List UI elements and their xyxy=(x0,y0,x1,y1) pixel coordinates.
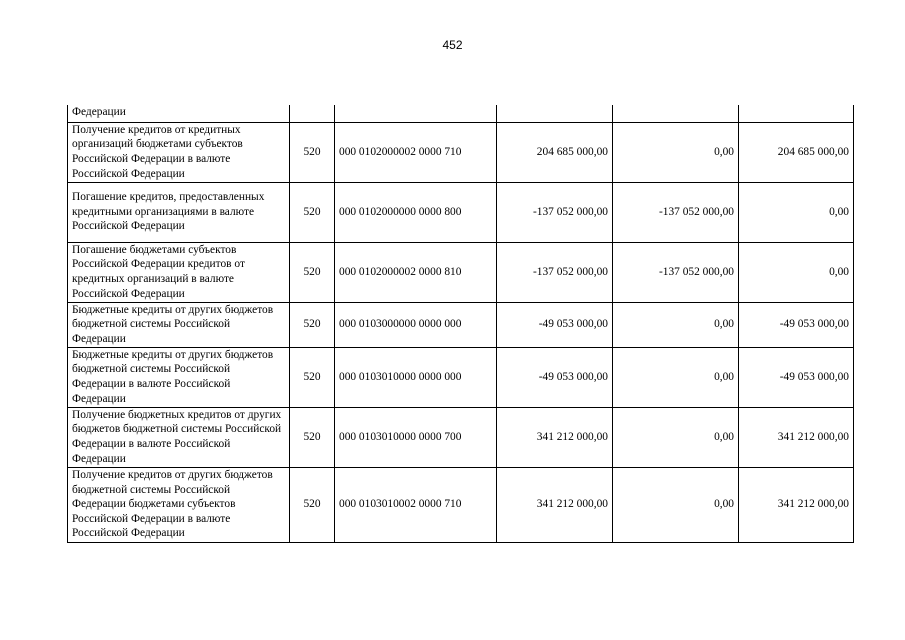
plan-value-cell: 341 212 000,00 xyxy=(497,467,613,542)
value-cell xyxy=(497,105,613,122)
row-name-cell: Бюджетные кредиты от других бюджетов бюджетной системы Российской Федерации в валюте Российской Федерации xyxy=(68,347,290,407)
kbk-cell: 000 0102000002 0000 810 xyxy=(335,242,497,302)
row-name-cell: Федерации xyxy=(68,105,290,122)
kbk-cell: 000 0103010000 0000 000 xyxy=(335,347,497,407)
value-cell: -137 052 000,00 xyxy=(613,242,739,302)
value-cell: 0,00 xyxy=(613,122,739,182)
value-cell: -49 053 000,00 xyxy=(739,302,854,347)
kbk-cell: 000 0102000000 0000 800 xyxy=(335,182,497,242)
row-name-cell: Получение кредитов от других бюджетов бюджетной системы Российской Федерации бюджетами субъектов Российской Федерации в валюте Российской Федерации xyxy=(68,467,290,542)
code-cell: 520 xyxy=(290,242,335,302)
plan-value-cell: 204 685 000,00 xyxy=(497,122,613,182)
kbk-cell: 000 0103010002 0000 710 xyxy=(335,467,497,542)
table-row xyxy=(68,347,854,407)
code-cell: 520 xyxy=(290,182,335,242)
code-cell xyxy=(290,105,335,122)
table-row xyxy=(68,182,854,242)
value-cell: 0,00 xyxy=(613,302,739,347)
value-cell: 341 212 000,00 xyxy=(739,407,854,467)
kbk-cell: 000 0103010000 0000 700 xyxy=(335,407,497,467)
value-cell: 341 212 000,00 xyxy=(739,467,854,542)
table-row xyxy=(68,242,854,302)
table-row xyxy=(68,407,854,467)
kbk-cell: 000 0102000002 0000 710 xyxy=(335,122,497,182)
row-name-cell: Получение бюджетных кредитов от других бюджетов бюджетной системы Российской Федерации в валюте Российской Федерации xyxy=(68,407,290,467)
plan-value-cell: 341 212 000,00 xyxy=(497,407,613,467)
value-cell: 0,00 xyxy=(739,242,854,302)
row-name-cell: Погашение бюджетами субъектов Российской Федерации кредитов от кредитных организаций в валюте Российской Федерации xyxy=(68,242,290,302)
row-name-cell: Погашение кредитов, предоставленных кредитными организациями в валюте Российской Федерации xyxy=(68,182,290,242)
code-cell: 520 xyxy=(290,407,335,467)
value-cell xyxy=(613,105,739,122)
value-cell: -137 052 000,00 xyxy=(613,182,739,242)
row-name-cell: Бюджетные кредиты от других бюджетов бюджетной системы Российской Федерации xyxy=(68,302,290,347)
value-cell: 0,00 xyxy=(613,347,739,407)
value-cell: 0,00 xyxy=(613,467,739,542)
code-cell: 520 xyxy=(290,122,335,182)
page-number: 452 xyxy=(442,38,463,52)
row-name-cell: Получение кредитов от кредитных организаций бюджетами субъектов Российской Федерации в валюте Российской Федерации xyxy=(68,122,290,182)
plan-value-cell: -137 052 000,00 xyxy=(497,182,613,242)
value-cell: 0,00 xyxy=(739,182,854,242)
plan-value-cell: -137 052 000,00 xyxy=(497,242,613,302)
kbk-cell xyxy=(335,105,497,122)
code-cell: 520 xyxy=(290,347,335,407)
value-cell xyxy=(739,105,854,122)
code-cell: 520 xyxy=(290,302,335,347)
plan-value-cell: -49 053 000,00 xyxy=(497,347,613,407)
table-row xyxy=(68,122,854,182)
value-cell: 204 685 000,00 xyxy=(739,122,854,182)
kbk-cell: 000 0103000000 0000 000 xyxy=(335,302,497,347)
budget-sources-table xyxy=(67,105,854,543)
value-cell: -49 053 000,00 xyxy=(739,347,854,407)
value-cell: 0,00 xyxy=(613,407,739,467)
code-cell: 520 xyxy=(290,467,335,542)
table-row xyxy=(68,467,854,542)
table-row-continued xyxy=(68,105,854,122)
plan-value-cell: -49 053 000,00 xyxy=(497,302,613,347)
table-row xyxy=(68,302,854,347)
